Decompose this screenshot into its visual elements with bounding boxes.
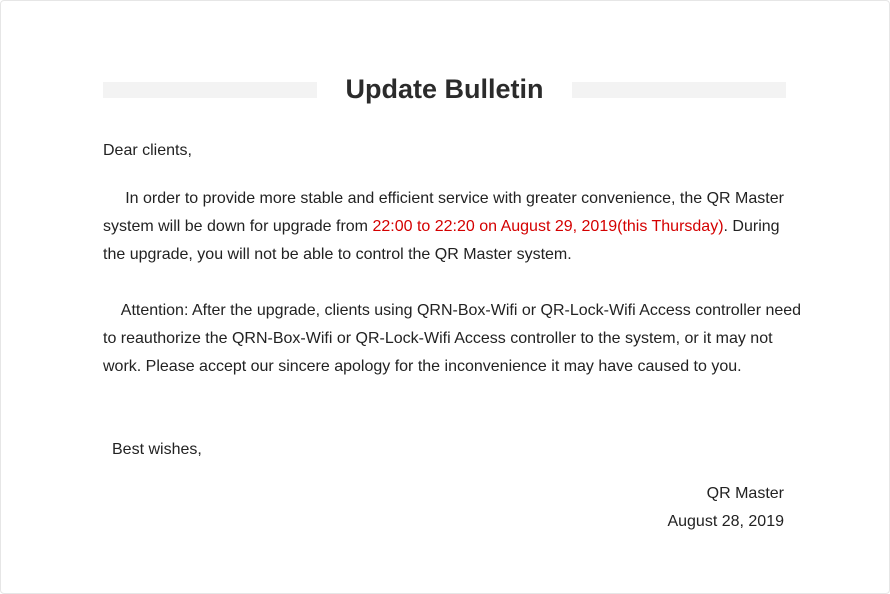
closing-wishes: Best wishes, (112, 441, 202, 458)
title-row (103, 71, 786, 111)
greeting: Dear clients, (103, 142, 192, 159)
bulletin-title: Update Bulletin (345, 74, 544, 104)
downtime-highlight: 22:00 to 22:20 on August 29, 2019(this Thursday) (372, 218, 724, 235)
paragraph-attention (103, 297, 803, 381)
notice-text-end: . During the upgrade, you will not be able to control the QR Master system. (103, 218, 780, 263)
paragraph-upgrade-notice (103, 185, 803, 269)
signature-name: QR Master (706, 485, 784, 502)
attention-text: Attention: After the upgrade, clients using QRN-Box-Wifi or QR-Lock-Wifi Access controller need to reauthorize the QRN-Box-Wifi or QR-Lock-Wifi Access controller to the system, or it may not work. Please accept our sincere apology for the inconvenience it may have caused to you. (103, 302, 802, 375)
signature-date: August 28, 2019 (667, 513, 784, 530)
notice-text-start: In order to provide more stable and efficient service with greater convenience, the QR Master system will be down for upgrade from (103, 190, 784, 235)
